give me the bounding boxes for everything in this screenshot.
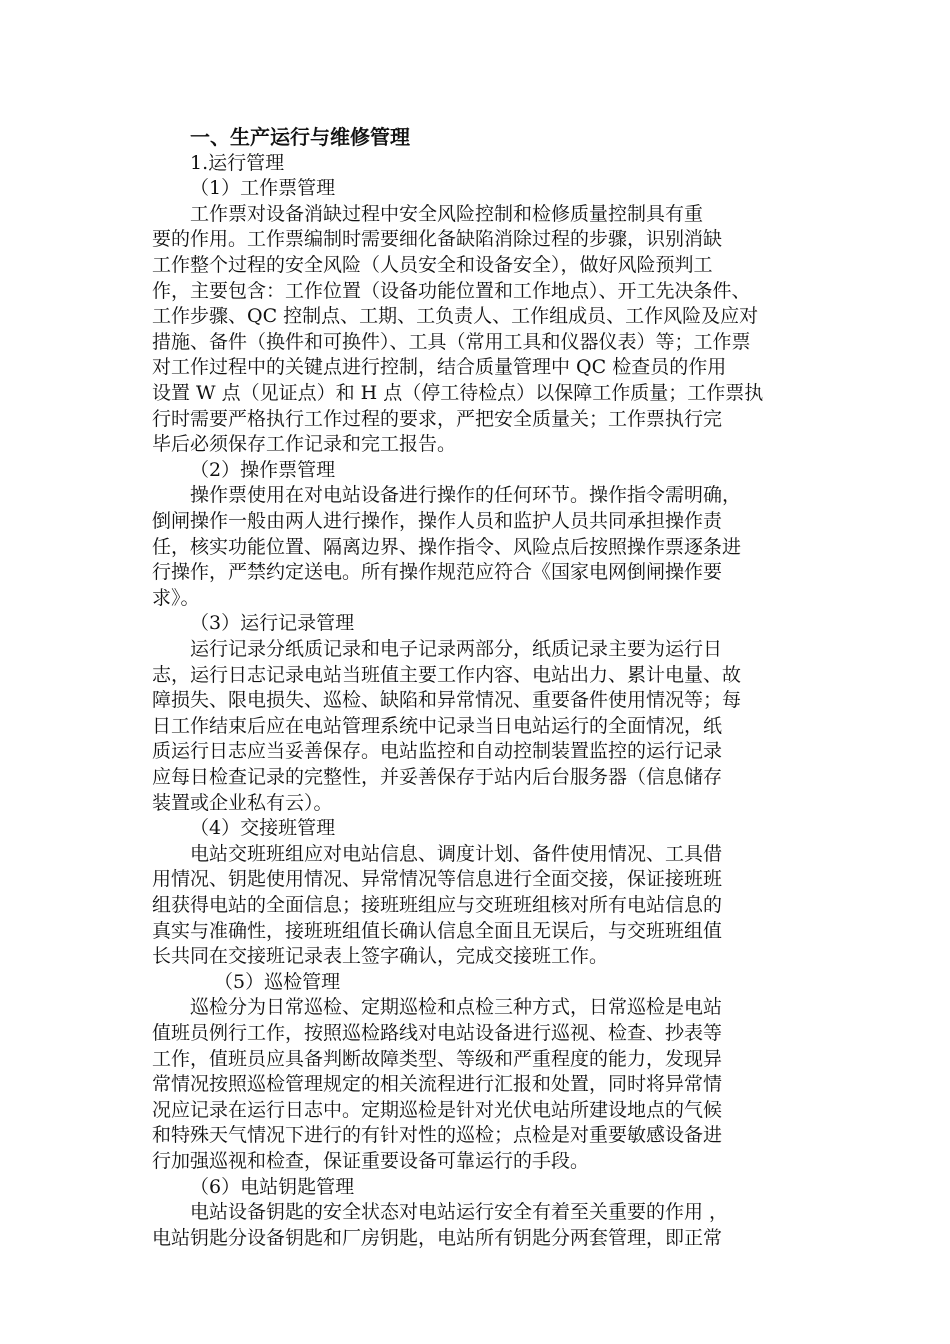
paragraph-line: 作，主要包含：工作位置（设备功能位置和工作地点）、开工先决条件、 <box>152 280 751 302</box>
item-heading: （2）操作票管理 <box>190 459 336 481</box>
paragraph-line: 巡检分为日常巡检、定期巡检和点检三种方式，日常巡检是电站 <box>190 996 723 1018</box>
paragraph-line: 行操作，严禁约定送电。所有操作规范应符合《国家电网倒闸操作要 <box>152 561 723 583</box>
paragraph-line: 组获得电站的全面信息；接班班组应与交班班组核对所有电站信息的 <box>152 894 723 916</box>
paragraph-line: 对工作过程中的关键点进行控制，结合质量管理中 QC 检查员的作用 <box>152 356 727 378</box>
paragraph-line: 操作票使用在对电站设备进行操作的任何环节。操作指令需明确， <box>190 484 742 506</box>
paragraph-line: 电站交班班组应对电站信息、调度计划、备件使用情况、工具借 <box>190 843 723 865</box>
paragraph-line: 电站钥匙分设备钥匙和厂房钥匙，电站所有钥匙分两套管理，即正常 <box>152 1227 723 1249</box>
paragraph-line: 求》。 <box>152 587 200 609</box>
paragraph-line: 志，运行日志记录电站当班值主要工作内容、电站出力、累计电量、故 <box>152 664 742 686</box>
paragraph-line: 日工作结束后应在电站管理系统中记录当日电站运行的全面情况，纸 <box>152 715 723 737</box>
paragraph-line: 工作票对设备消缺过程中安全风险控制和检修质量控制具有重 <box>190 203 704 225</box>
paragraph-line: 电站设备钥匙的安全状态对电站运行安全有着至关重要的作用 ， <box>190 1201 729 1223</box>
paragraph-line: 工作整个过程的安全风险（人员安全和设备安全），做好风险预判工 <box>152 254 713 276</box>
paragraph-line: 措施、备件（换件和可换件）、工具（常用工具和仪器仪表）等；工作票 <box>152 331 751 353</box>
paragraph-line: 质运行日志应当妥善保存。电站监控和自动控制装置监控的运行记录 <box>152 740 723 762</box>
paragraph-line: 和特殊天气情况下进行的有针对性的巡检；点检是对重要敏感设备进 <box>152 1124 723 1146</box>
paragraph-line: 应每日检查记录的完整性，并妥善保存于站内后台服务器（信息储存 <box>152 766 723 788</box>
paragraph-line: 用情况、钥匙使用情况、异常情况等信息进行全面交接，保证接班班 <box>152 868 723 890</box>
subsection-heading: 1.运行管理 <box>190 152 285 174</box>
paragraph-line: 行加强巡视和检查，保证重要设备可靠运行的手段。 <box>152 1150 590 1172</box>
paragraph-line: 行时需要严格执行工作过程的要求，严把安全质量关；工作票执行完 <box>152 408 723 430</box>
paragraph-line: 要的作用。工作票编制时需要细化备缺陷消除过程的步骤，识别消缺 <box>152 228 723 250</box>
item-heading: （3）运行记录管理 <box>190 612 355 634</box>
paragraph-line: 况应记录在运行日志中。定期巡检是针对光伏电站所建设地点的气候 <box>152 1099 723 1121</box>
paragraph-line: 工作步骤、QC 控制点、工期、工负责人、工作组成员、工作风险及应对 <box>152 305 759 327</box>
paragraph-line: 毕后必须保存工作记录和完工报告。 <box>152 433 457 455</box>
paragraph-line: 常情况按照巡检管理规定的相关流程进行汇报和处置，同时将异常情 <box>152 1073 723 1095</box>
paragraph-line: 值班员例行工作，按照巡检路线对电站设备进行巡视、检查、抄表等 <box>152 1022 723 1044</box>
paragraph-line: 长共同在交接班记录表上签字确认，完成交接班工作。 <box>152 945 609 967</box>
item-heading: （5）巡检管理 <box>214 971 341 993</box>
item-heading: （4）交接班管理 <box>190 817 336 839</box>
paragraph-line: 真实与准确性，接班班组值长确认信息全面且无误后，与交班班组值 <box>152 920 723 942</box>
section-title: 一、生产运行与维修管理 <box>190 125 410 149</box>
paragraph-line: 工作，值班员应具备判断故障类型、等级和严重程度的能力，发现异 <box>152 1048 723 1070</box>
paragraph-line: 装置或企业私有云）。 <box>152 792 333 814</box>
paragraph-line: 设置 W 点（见证点）和 H 点（停工待检点）以保障工作质量；工作票执 <box>152 382 764 404</box>
item-heading: （1）工作票管理 <box>190 177 336 199</box>
paragraph-line: 障损失、限电损失、巡检、缺陷和异常情况、重要备件使用情况等；每 <box>152 689 742 711</box>
paragraph-line: 倒闸操作一般由两人进行操作，操作人员和监护人员共同承担操作责 <box>152 510 723 532</box>
paragraph-line: 任，核实功能位置、隔离边界、操作指令、风险点后按照操作票逐条进 <box>152 536 742 558</box>
item-heading: （6）电站钥匙管理 <box>190 1176 355 1198</box>
paragraph-line: 运行记录分纸质记录和电子记录两部分，纸质记录主要为运行日 <box>190 638 723 660</box>
